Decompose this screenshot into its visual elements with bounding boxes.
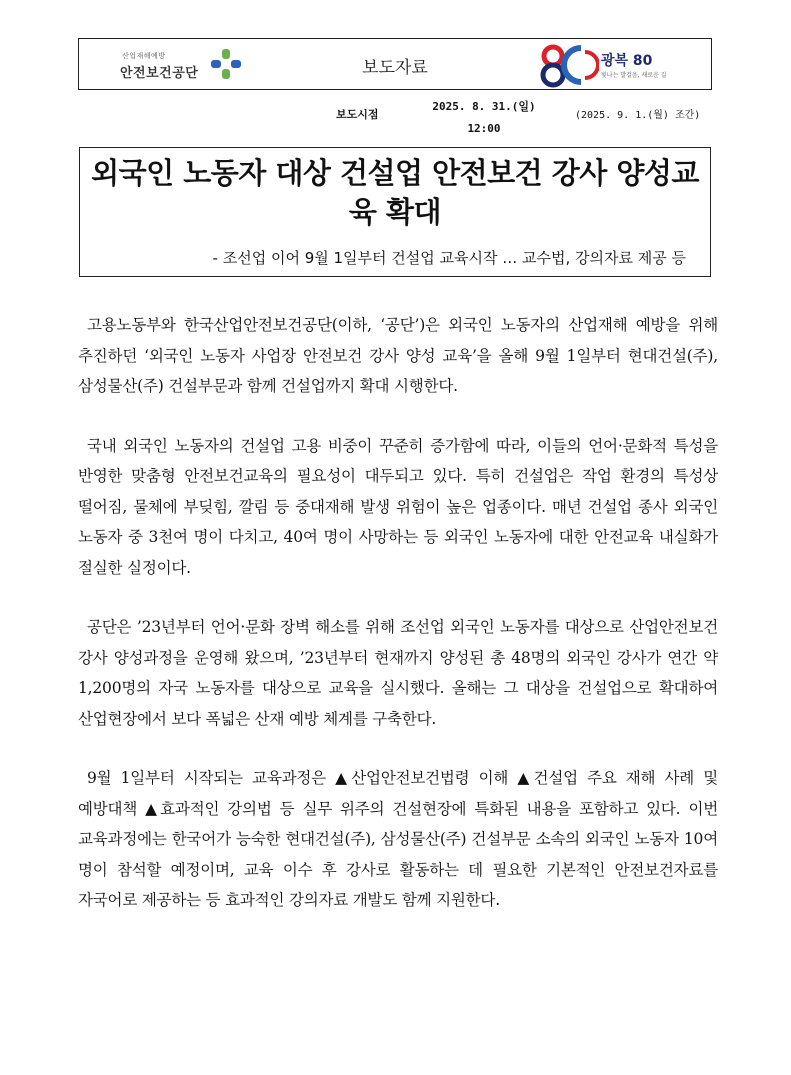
paragraph-2: 국내 외국인 노동자의 건설업 고용 비중이 꾸준히 증가함에 따라, 이들의 언어·문화적 특성을 반영한 맞춤형 안전보건교육의 필요성이 대두되고 있다. 특히 건설업은 작업 환경의 특성상 떨어짐, 물체에 부딪힘, 깔림 등 중대재해 발생 위험이 높은 업종이다. 매년 건설업 종사 외국인 노동자 중 3천여 명이 다치고, 40여 명이 사망하는 등 외국인 노동자에 대한 안전교육 내실화가 절실한 실정이다. (78, 436, 718, 577)
headline: 외국인 노동자 대상 건설업 안전보건 강사 양성교육 확대 (91, 156, 699, 229)
org-tagline: 산업재해예방 (122, 52, 166, 60)
org-name: 안전보건공단 (120, 66, 199, 81)
anniversary-80-icon (535, 42, 599, 88)
sub-headline: - 조선업 이어 9월 1일부터 건설업 교육시작 … 교수법, 강의자료 제공 등 (212, 249, 686, 267)
paragraph-3: 공단은 ’23년부터 언어·문화 장벽 해소를 위해 조선업 외국인 노동자를 대상으로 산업안전보건 강사 양성과정을 운영해 왔으며, ’23년부터 현재까지 양성된 총 48명의 외국인 강사가 연간 약 1,200명의 자국 노동자를 대상으로 교육을 실시했다. 올해는 그 대상을 건설업으로 확대하여 산업현장에서 보다 폭넓은 산재 예방 체계를 구축한다. (78, 618, 718, 728)
anniversary-title: 광복 80 (601, 53, 653, 69)
header-box (78, 38, 712, 90)
release-note: (2025. 9. 1.(월) 조간) (575, 110, 701, 121)
release-datetime (414, 96, 554, 140)
release-time: 12:00 (467, 122, 501, 135)
release-date: 2025. 8. 31.(일) (432, 100, 536, 113)
anniversary-logo (535, 42, 685, 88)
paragraph-4: 9월 1일부터 시작되는 교육과정은 ▲산업안전보건법령 이해 ▲건설업 주요 재해 사례 및 예방대책 ▲효과적인 강의법 등 실무 위주의 건설현장에 특화된 내용을 포함하고 있다. 이번 교육과정에는 한국어가 능숙한 현대건설(주), 삼성물산(주) 건설부문 소속의 외국인 노동자 10여 명이 참석할 예정이며, 교육 이수 후 강사로 활동하는 데 필요한 기본적인 안전보건자료를 자국어로 제공하는 등 효과적인 강의자료 개발도 함께 지원한다. (78, 769, 718, 909)
paragraph-1: 고용노동부와 한국산업안전보건공단(이하, ‘공단’)은 외국인 노동자의 산업재해 예방을 위해 추진하던 ‘외국인 노동자 사업장 안전보건 강사 양성 교육’을 올해 9월 1일부터 현대건설(주), 삼성물산(주) 건설부문과 함께 건설업까지 확대 시행한다. (78, 316, 718, 395)
doc-type-label: 보도자료 (362, 58, 428, 78)
release-label: 보도시점 (336, 108, 379, 121)
article-body (78, 310, 718, 945)
title-box (79, 147, 711, 277)
anniversary-subtitle: 빛나는 발걸음, 새로운 길 (601, 72, 667, 79)
